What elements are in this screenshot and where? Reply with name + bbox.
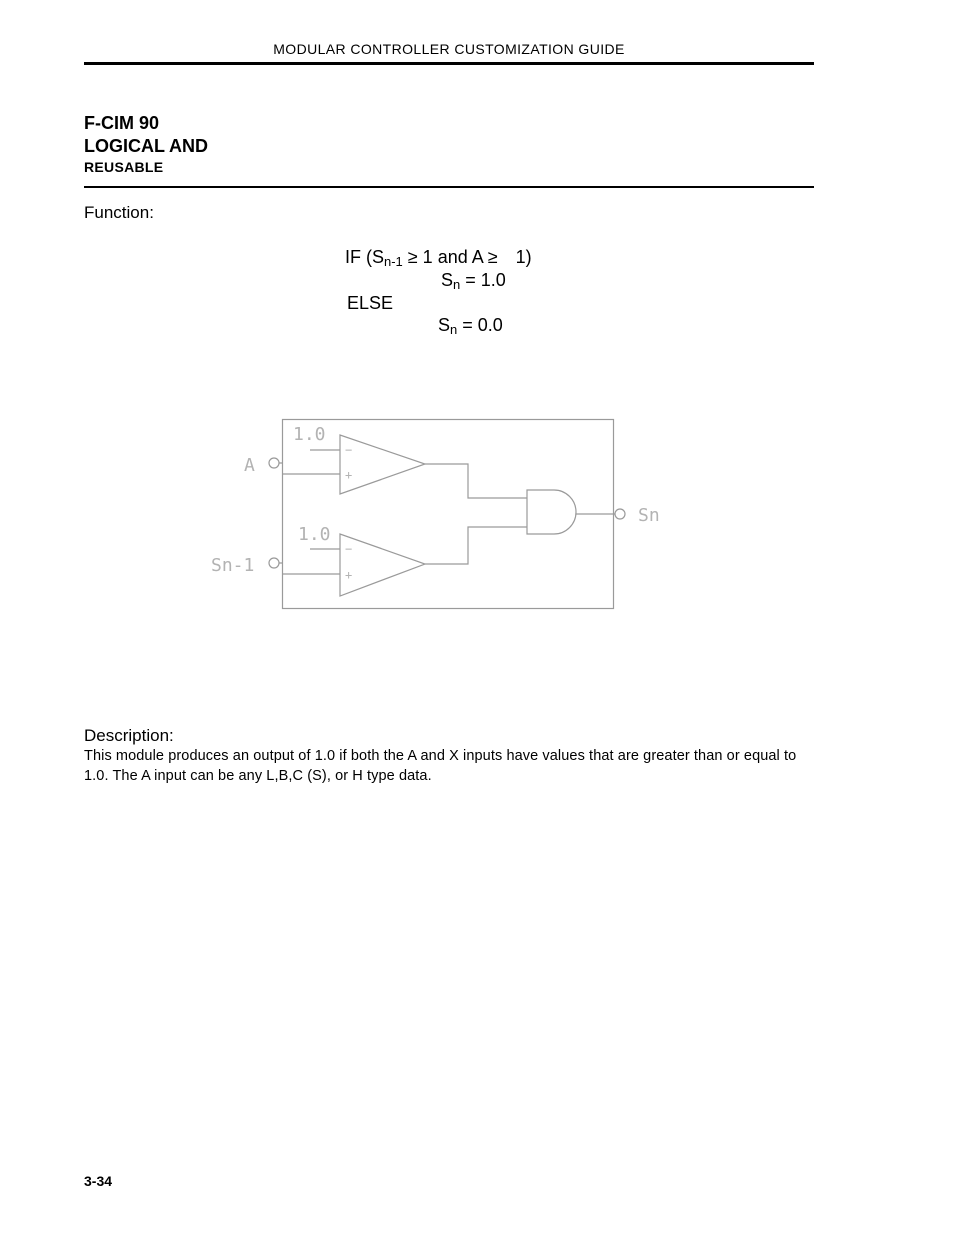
module-type: REUSABLE: [84, 159, 164, 175]
comparator-bottom-minus: −: [345, 542, 353, 556]
formula-true-var: S: [441, 270, 454, 290]
formula-line-if: [345, 247, 532, 269]
header-rule: [84, 62, 814, 65]
formula-line-true: [441, 270, 506, 292]
formula-if-condition: ≥ 1 and A ≥: [402, 247, 498, 267]
and-gate: [527, 490, 576, 534]
input-a-pin: [269, 458, 279, 468]
formula-false-value: = 0.0: [457, 315, 503, 335]
ref-top-label: 1.0: [293, 424, 326, 445]
wire-comp-bottom-to-gate: [425, 527, 527, 564]
formula-false-subscript: n: [450, 322, 458, 337]
ref-bottom-label: 1.0: [298, 524, 331, 545]
input-sn1-label: Sn-1: [211, 555, 255, 576]
output-sn-label: Sn: [638, 505, 660, 526]
input-sn1-pin: [269, 558, 279, 568]
comparator-top-plus: +: [345, 468, 353, 482]
function-label: Function:: [84, 203, 154, 222]
formula-if-tail: 1): [515, 247, 532, 267]
formula-line-false: [438, 315, 503, 337]
formula-true-value: = 1.0: [460, 270, 506, 290]
title-rule: [84, 186, 814, 188]
wire-a: [279, 463, 340, 474]
wire-comp-top-to-gate: [425, 464, 527, 498]
description-text: This module produces an output of 1.0 if both the A and X inputs have values that are greater than or equal to 1.0. The A input can be any L,B,C (S), or H type data.: [84, 748, 797, 784]
formula-false-var: S: [438, 315, 451, 335]
input-a-label: A: [244, 455, 255, 476]
description-label: Description:: [84, 726, 174, 745]
comparator-top: [340, 435, 425, 494]
comparator-top-minus: −: [345, 443, 353, 457]
output-sn-pin: [615, 509, 625, 519]
comparator-bottom: [340, 534, 425, 596]
formula-line-else: ELSE: [347, 293, 394, 313]
running-head: MODULAR CONTROLLER CUSTOMIZATION GUIDE: [273, 41, 625, 57]
module-name: LOGICAL AND: [84, 136, 208, 156]
formula-if-prefix: IF (S: [345, 247, 384, 267]
formula-true-subscript: n: [453, 277, 461, 292]
module-frame: [283, 420, 614, 609]
module-code: F-CIM 90: [84, 113, 160, 133]
logic-diagram: [200, 410, 680, 620]
wire-sn1: [279, 563, 340, 574]
page-number: 3-34: [84, 1173, 113, 1189]
comparator-bottom-plus: +: [345, 568, 353, 582]
formula-if-subscript: n-1: [384, 254, 403, 269]
